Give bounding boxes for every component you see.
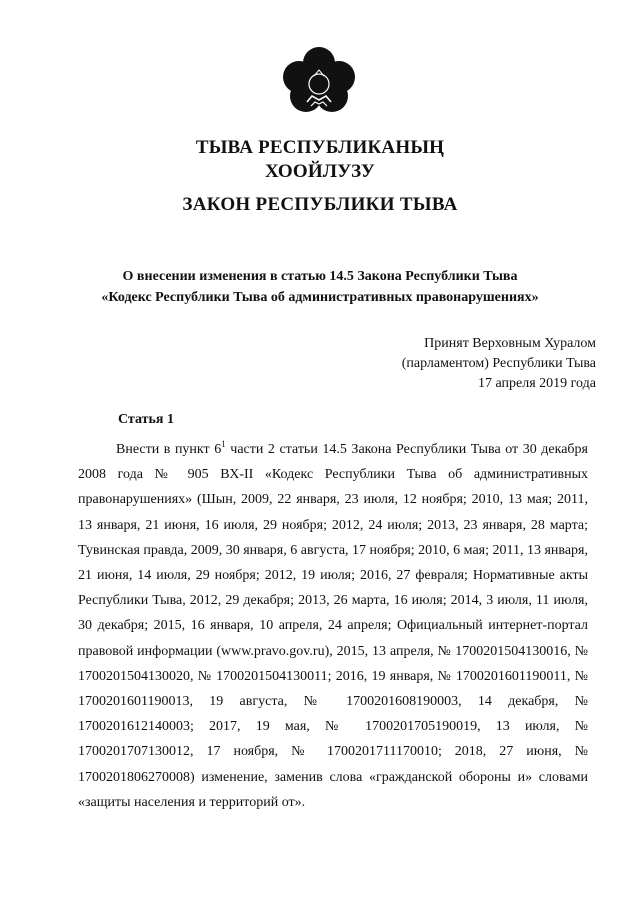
title-tyvan-line2: ХООЙЛУЗУ xyxy=(264,161,376,182)
title-russian: ЗАКОН РЕСПУБЛИКИ ТЫВА xyxy=(182,194,458,215)
article-text-rest: части 2 статьи 14.5 Закона Республики Тыва от 30 декабря 2008 года № 905 ВХ-II «Кодекс Республики Тыва об административных правонарушениях» (Шын, 2009, 22 января, 23 июля, 12 ноября; 2010, 13 мая; 2011, 13 января, 21 июня, 16 июля, 29 ноября; 2012, 24 июля; 2013, 23 января, 28 марта; Тувинская правда, 2009, 30 января, 6 августа, 17 ноября; 2010, 6 мая; 2011, 13 января, 21 июня, 14 июля, 29 ноября; 2012, 19 июля; 2016, 27 февраля; Нормативные акты Республики Тыва, 2012, 29 декабря; 2013, 26 марта, 16 июля; 2014, 3 июля, 11 июля, 30 декабря; 2015, 16 января, 10 апреля, 24 апреля; Официальный интернет-портал правовой информации (www.pravo.gov.ru), 2015, 13 апреля, № 1700201504130016, № 1700201504130020, № 1700201504130011; 2016, 19 января, № 1700201601190011, № 1700201601190013, 19 августа, № 1700201608190003, 14 декабря, № 1700201612140003; 2017, 19 мая, № 1700201705190019, 13 июля, № 1700201707130012, 17 ноября, № 1700201711170010; 2018, 27 июня, № 1700201806270008) изменение, заменив слова «гражданской обороны и» словами «защиты населения и территорий от». xyxy=(78,442,588,810)
adoption-block xyxy=(402,334,596,394)
title-tyvan xyxy=(0,136,640,184)
coat-of-arms-emblem-icon xyxy=(281,46,357,114)
article-text-start: Внести в пункт 6 xyxy=(116,442,222,457)
adoption-line2: (парламентом) Республики Тыва xyxy=(401,356,596,371)
title-tyvan-line1: ТЫВА РЕСПУБЛИКАНЫҢ xyxy=(195,137,445,158)
law-name-line1: О внесении изменения в статью 14.5 Закона Республики Тыва xyxy=(122,269,518,284)
law-name-line2: «Кодекс Республики Тыва об административных правонарушениях» xyxy=(101,290,539,305)
article-superscript: 1 xyxy=(221,439,226,449)
law-name xyxy=(0,266,640,308)
article-heading: Статья 1 xyxy=(118,412,174,427)
adoption-date: 17 апреля 2019 года xyxy=(478,376,596,391)
adoption-line1: Принят Верховным Хуралом xyxy=(424,336,596,351)
article-body xyxy=(78,437,588,815)
